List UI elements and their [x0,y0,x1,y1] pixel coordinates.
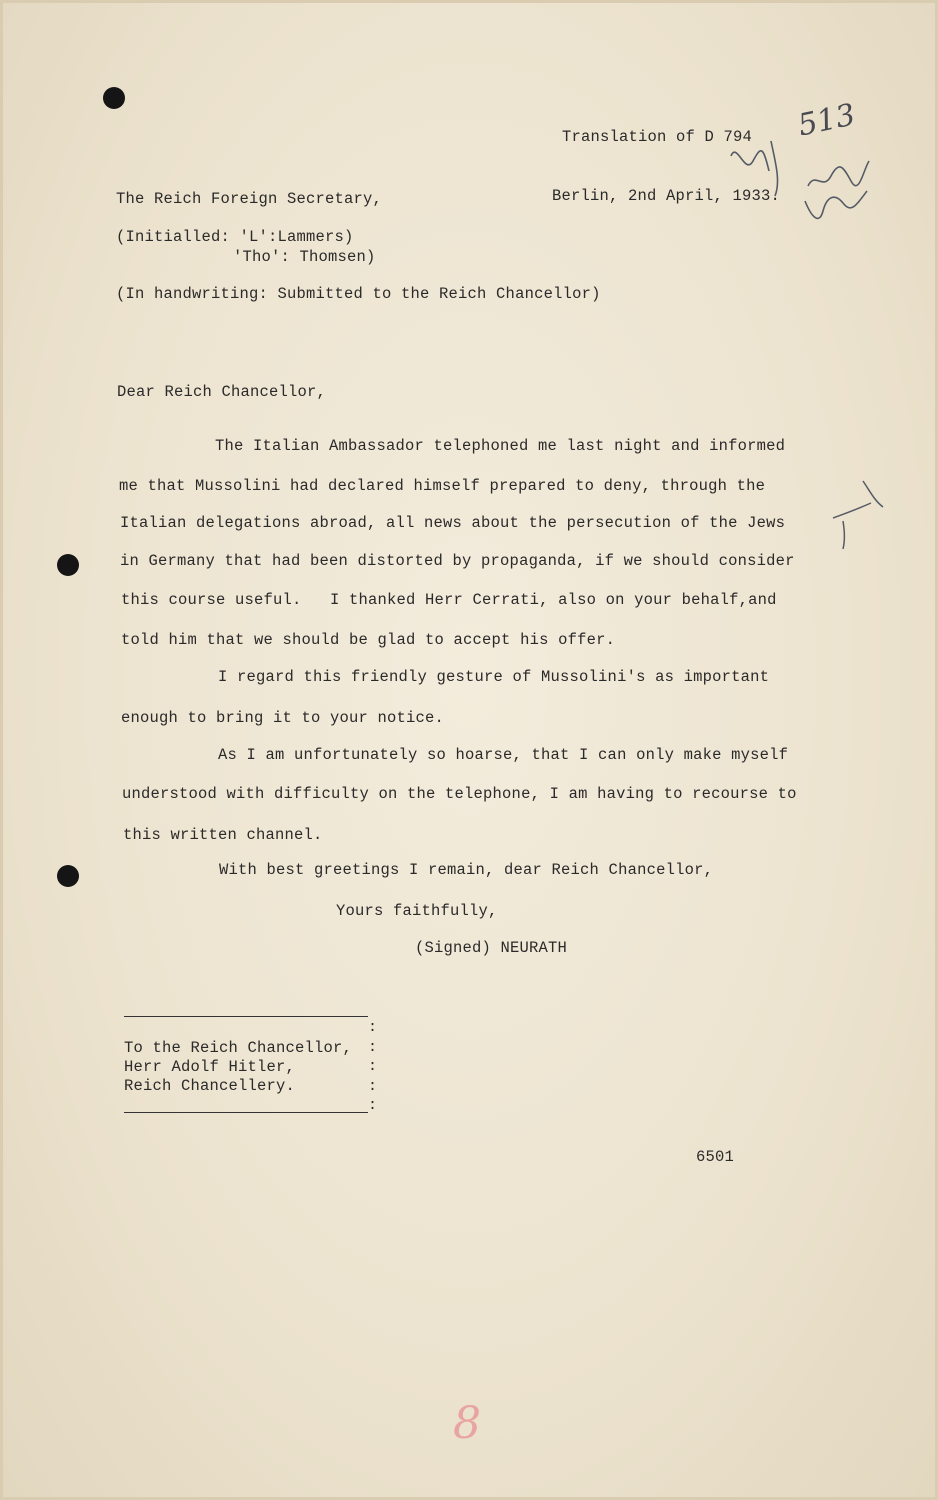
address-rule-bottom [124,1112,368,1113]
signature: (Signed) NEURATH [415,939,568,957]
body-line: The Italian Ambassador telephoned me last night and informed [215,437,786,455]
handwriting-note: (In handwriting: Submitted to the Reich Chancellor) [116,285,601,303]
margin-check-mark [823,473,893,553]
address-line-1: To the Reich Chancellor, [124,1039,353,1057]
body-line: understood with difficulty on the telephone, I am having to recourse to [122,785,797,803]
body-line: in Germany that had been distorted by propaganda, if we should consider [120,552,795,570]
body-line: With best greetings I remain, dear Reich Chancellor, [219,861,714,879]
punch-hole-top [103,87,125,109]
handwritten-annotation: 513 [794,97,859,144]
body-line: I regard this friendly gesture of Mussolini's as important [218,668,770,686]
body-line: As I am unfortunately so hoarse, that I can only make myself [218,746,789,764]
initialled-line-1: (Initialled: 'L':Lammers) [116,228,354,246]
body-line: Italian delegations abroad, all news about the persecution of the Jews [120,514,786,532]
handwritten-scribble [723,121,883,236]
address-line-2: Herr Adolf Hitler, [124,1058,296,1076]
body-line: me that Mussolini had declared himself prepared to deny, through the [119,477,766,495]
punch-hole-bottom [57,865,79,887]
translation-reference: Translation of D 794 [562,128,753,146]
address-rule-top [124,1016,368,1017]
place-date: Berlin, 2nd April, 1933. [552,187,781,205]
body-line: told him that we should be glad to accept his offer. [121,631,616,649]
sender-title: The Reich Foreign Secretary, [116,190,383,208]
body-line: this written channel. [123,826,323,844]
address-line-3: Reich Chancellery. [124,1077,296,1095]
closing: Yours faithfully, [336,902,498,920]
initialled-line-2: 'Tho': Thomsen) [233,248,376,266]
punch-hole-middle [57,554,79,576]
red-page-mark: 8 [453,1398,481,1449]
address-bracket: : : : : : [368,1019,378,1114]
salutation: Dear Reich Chancellor, [117,383,327,401]
page-number: 6501 [696,1148,735,1166]
body-line: this course useful. I thanked Herr Cerrati, also on your behalf,and [121,591,777,609]
body-line: enough to bring it to your notice. [121,709,445,727]
